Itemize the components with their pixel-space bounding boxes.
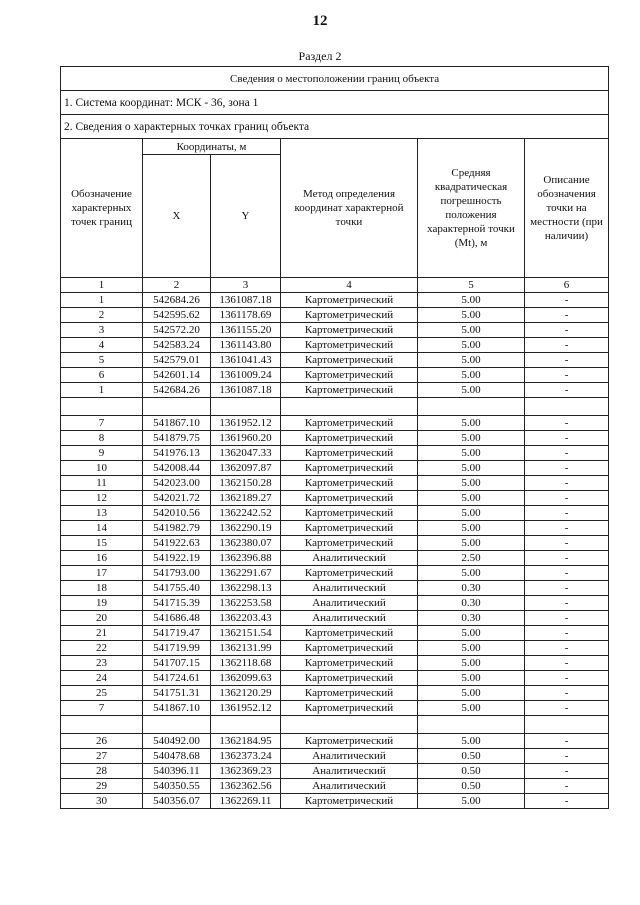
table-row (61, 323, 609, 338)
accuracy-cell: 5.00 (418, 491, 525, 506)
point-id-cell: 2 (61, 308, 143, 323)
description-cell: - (525, 596, 609, 611)
x-coord-cell: 542010.56 (143, 506, 211, 521)
x-coord-cell: 542684.26 (143, 383, 211, 398)
empty-cell (61, 398, 143, 416)
point-id-cell: 23 (61, 656, 143, 671)
empty-cell (418, 398, 525, 416)
accuracy-cell: 5.00 (418, 383, 525, 398)
point-id-cell: 15 (61, 536, 143, 551)
accuracy-cell: 5.00 (418, 506, 525, 521)
y-coord-cell: 1362396.88 (211, 551, 281, 566)
description-cell: - (525, 581, 609, 596)
point-id-cell: 28 (61, 764, 143, 779)
method-cell: Картометрический (281, 461, 418, 476)
y-coord-cell: 1362369.23 (211, 764, 281, 779)
accuracy-cell: 5.00 (418, 701, 525, 716)
point-id-cell: 25 (61, 686, 143, 701)
description-cell: - (525, 536, 609, 551)
point-id-cell: 12 (61, 491, 143, 506)
method-cell: Аналитический (281, 551, 418, 566)
method-cell: Картометрический (281, 338, 418, 353)
column-number: 1 (61, 278, 143, 293)
column-number: 6 (525, 278, 609, 293)
empty-cell (143, 716, 211, 734)
points-title-row: 2. Сведения о характерных точках границ объекта (61, 115, 609, 139)
y-coord-cell: 1362291.67 (211, 566, 281, 581)
empty-cell (61, 716, 143, 734)
empty-cell (418, 716, 525, 734)
table-row (61, 671, 609, 686)
table-title: Сведения о местоположении границ объекта (61, 67, 609, 91)
accuracy-cell: 5.00 (418, 431, 525, 446)
description-cell: - (525, 353, 609, 368)
accuracy-cell: 5.00 (418, 446, 525, 461)
method-cell: Аналитический (281, 611, 418, 626)
accuracy-cell: 5.00 (418, 656, 525, 671)
point-id-cell: 27 (61, 749, 143, 764)
page-number: 12 (312, 13, 328, 29)
table-row (61, 749, 609, 764)
point-id-cell: 9 (61, 446, 143, 461)
description-cell: - (525, 416, 609, 431)
table-row (61, 461, 609, 476)
description-cell: - (525, 626, 609, 641)
x-coord-cell: 540350.55 (143, 779, 211, 794)
x-coord-cell: 541976.13 (143, 446, 211, 461)
description-cell: - (525, 521, 609, 536)
description-cell: - (525, 656, 609, 671)
coord-system-row: 1. Система координат: МСК - 36, зона 1 (61, 91, 609, 115)
method-cell: Картометрический (281, 431, 418, 446)
group-separator-row (61, 398, 609, 416)
x-coord-cell: 542579.01 (143, 353, 211, 368)
accuracy-cell: 2.50 (418, 551, 525, 566)
method-cell: Картометрический (281, 671, 418, 686)
point-id-cell: 17 (61, 566, 143, 581)
x-coord-cell: 540492.00 (143, 734, 211, 749)
accuracy-cell: 0.30 (418, 596, 525, 611)
point-id-cell: 1 (61, 383, 143, 398)
point-id-cell: 4 (61, 338, 143, 353)
x-coord-cell: 540356.07 (143, 794, 211, 809)
group-separator-row (61, 716, 609, 734)
point-id-cell: 18 (61, 581, 143, 596)
accuracy-cell: 5.00 (418, 626, 525, 641)
method-cell: Картометрический (281, 416, 418, 431)
description-cell: - (525, 671, 609, 686)
table-row (61, 338, 609, 353)
table-row (61, 596, 609, 611)
table-row (61, 506, 609, 521)
method-cell: Аналитический (281, 749, 418, 764)
y-coord-cell: 1362184.95 (211, 734, 281, 749)
method-cell: Картометрический (281, 506, 418, 521)
method-cell: Картометрический (281, 446, 418, 461)
description-cell: - (525, 461, 609, 476)
accuracy-cell: 5.00 (418, 476, 525, 491)
point-id-cell: 16 (61, 551, 143, 566)
method-cell: Аналитический (281, 596, 418, 611)
y-coord-cell: 1362131.99 (211, 641, 281, 656)
accuracy-cell: 5.00 (418, 461, 525, 476)
point-id-cell: 30 (61, 794, 143, 809)
x-coord-cell: 542684.26 (143, 293, 211, 308)
table-row (61, 794, 609, 809)
point-id-cell: 24 (61, 671, 143, 686)
y-coord-cell: 1361952.12 (211, 701, 281, 716)
x-coord-cell: 542595.62 (143, 308, 211, 323)
point-id-cell: 8 (61, 431, 143, 446)
description-cell: - (525, 641, 609, 656)
x-coord-cell: 542572.20 (143, 323, 211, 338)
x-coord-cell: 541755.40 (143, 581, 211, 596)
accuracy-cell: 5.00 (418, 686, 525, 701)
method-cell: Картометрический (281, 323, 418, 338)
method-cell: Картометрический (281, 476, 418, 491)
y-coord-cell: 1362099.63 (211, 671, 281, 686)
table-row (61, 641, 609, 656)
point-id-cell: 5 (61, 353, 143, 368)
boundary-points-table (60, 66, 609, 809)
description-cell: - (525, 506, 609, 521)
x-coord-cell: 541724.61 (143, 671, 211, 686)
point-id-cell: 11 (61, 476, 143, 491)
y-coord-cell: 1362242.52 (211, 506, 281, 521)
x-coord-cell: 541715.39 (143, 596, 211, 611)
description-cell: - (525, 611, 609, 626)
method-cell: Аналитический (281, 581, 418, 596)
x-coord-cell: 542008.44 (143, 461, 211, 476)
method-cell: Аналитический (281, 764, 418, 779)
method-cell: Картометрический (281, 491, 418, 506)
table-row (61, 446, 609, 461)
x-coord-cell: 541707.15 (143, 656, 211, 671)
table-row (61, 416, 609, 431)
x-coord-cell: 541867.10 (143, 416, 211, 431)
empty-cell (525, 398, 609, 416)
point-id-cell: 3 (61, 323, 143, 338)
y-coord-cell: 1362047.33 (211, 446, 281, 461)
method-cell: Картометрический (281, 641, 418, 656)
table-row (61, 686, 609, 701)
point-id-cell: 22 (61, 641, 143, 656)
header-method: Метод определения координат характерной точки (281, 139, 418, 278)
x-coord-cell: 542021.72 (143, 491, 211, 506)
point-id-cell: 6 (61, 368, 143, 383)
description-cell: - (525, 794, 609, 809)
x-coord-cell: 541982.79 (143, 521, 211, 536)
method-cell: Аналитический (281, 779, 418, 794)
table-row (61, 521, 609, 536)
x-coord-cell: 541793.00 (143, 566, 211, 581)
description-cell: - (525, 431, 609, 446)
table-row (61, 353, 609, 368)
method-cell: Картометрический (281, 368, 418, 383)
description-cell: - (525, 749, 609, 764)
y-coord-cell: 1362189.27 (211, 491, 281, 506)
column-number: 3 (211, 278, 281, 293)
description-cell: - (525, 701, 609, 716)
header-point-designation: Обозначение характерных точек границ (61, 139, 143, 278)
x-coord-cell: 541751.31 (143, 686, 211, 701)
header-x: X (143, 155, 211, 278)
x-coord-cell: 541867.10 (143, 701, 211, 716)
accuracy-cell: 5.00 (418, 794, 525, 809)
table-row (61, 476, 609, 491)
method-cell: Картометрический (281, 353, 418, 368)
method-cell: Картометрический (281, 626, 418, 641)
accuracy-cell: 5.00 (418, 368, 525, 383)
description-cell: - (525, 308, 609, 323)
accuracy-cell: 0.30 (418, 581, 525, 596)
table-row (61, 536, 609, 551)
y-coord-cell: 1361087.18 (211, 293, 281, 308)
accuracy-cell: 0.50 (418, 764, 525, 779)
y-coord-cell: 1361041.43 (211, 353, 281, 368)
table-row (61, 581, 609, 596)
header-description: Описание обозначения точки на местности (при наличии) (525, 139, 609, 278)
y-coord-cell: 1362151.54 (211, 626, 281, 641)
description-cell: - (525, 476, 609, 491)
y-coord-cell: 1361960.20 (211, 431, 281, 446)
column-number: 5 (418, 278, 525, 293)
point-id-cell: 1 (61, 293, 143, 308)
method-cell: Картометрический (281, 701, 418, 716)
x-coord-cell: 541922.63 (143, 536, 211, 551)
method-cell: Картометрический (281, 566, 418, 581)
description-cell: - (525, 566, 609, 581)
y-coord-cell: 1362150.28 (211, 476, 281, 491)
x-coord-cell: 541719.99 (143, 641, 211, 656)
point-id-cell: 29 (61, 779, 143, 794)
y-coord-cell: 1362097.87 (211, 461, 281, 476)
accuracy-cell: 5.00 (418, 521, 525, 536)
point-id-cell: 7 (61, 701, 143, 716)
accuracy-cell: 5.00 (418, 671, 525, 686)
point-id-cell: 20 (61, 611, 143, 626)
table-row (61, 308, 609, 323)
accuracy-cell: 5.00 (418, 641, 525, 656)
x-coord-cell: 540478.68 (143, 749, 211, 764)
empty-cell (211, 716, 281, 734)
point-id-cell: 14 (61, 521, 143, 536)
y-coord-cell: 1361155.20 (211, 323, 281, 338)
x-coord-cell: 542583.24 (143, 338, 211, 353)
accuracy-cell: 5.00 (418, 536, 525, 551)
x-coord-cell: 542601.14 (143, 368, 211, 383)
y-coord-cell: 1361087.18 (211, 383, 281, 398)
description-cell: - (525, 764, 609, 779)
description-cell: - (525, 491, 609, 506)
table-row (61, 566, 609, 581)
column-number: 2 (143, 278, 211, 293)
table-row (61, 293, 609, 308)
method-cell: Картометрический (281, 734, 418, 749)
method-cell: Картометрический (281, 536, 418, 551)
description-cell: - (525, 779, 609, 794)
empty-cell (143, 398, 211, 416)
y-coord-cell: 1362362.56 (211, 779, 281, 794)
accuracy-cell: 5.00 (418, 338, 525, 353)
accuracy-cell: 5.00 (418, 353, 525, 368)
point-id-cell: 19 (61, 596, 143, 611)
table-row (61, 368, 609, 383)
y-coord-cell: 1362269.11 (211, 794, 281, 809)
x-coord-cell: 541879.75 (143, 431, 211, 446)
table-row (61, 551, 609, 566)
empty-cell (281, 398, 418, 416)
table-row (61, 764, 609, 779)
method-cell: Картометрический (281, 521, 418, 536)
empty-cell (525, 716, 609, 734)
column-number-row (61, 278, 609, 293)
accuracy-cell: 5.00 (418, 566, 525, 581)
point-id-cell: 21 (61, 626, 143, 641)
method-cell: Картометрический (281, 293, 418, 308)
x-coord-cell: 542023.00 (143, 476, 211, 491)
accuracy-cell: 0.50 (418, 749, 525, 764)
x-coord-cell: 540396.11 (143, 764, 211, 779)
empty-cell (281, 716, 418, 734)
description-cell: - (525, 293, 609, 308)
table-row (61, 701, 609, 716)
y-coord-cell: 1362118.68 (211, 656, 281, 671)
description-cell: - (525, 338, 609, 353)
description-cell: - (525, 551, 609, 566)
column-number: 4 (281, 278, 418, 293)
accuracy-cell: 5.00 (418, 293, 525, 308)
description-cell: - (525, 686, 609, 701)
y-coord-cell: 1361009.24 (211, 368, 281, 383)
point-id-cell: 13 (61, 506, 143, 521)
table-row (61, 611, 609, 626)
point-id-cell: 26 (61, 734, 143, 749)
y-coord-cell: 1362120.29 (211, 686, 281, 701)
point-id-cell: 10 (61, 461, 143, 476)
y-coord-cell: 1362290.19 (211, 521, 281, 536)
method-cell: Картометрический (281, 656, 418, 671)
accuracy-cell: 0.30 (418, 611, 525, 626)
x-coord-cell: 541686.48 (143, 611, 211, 626)
header-y: Y (211, 155, 281, 278)
accuracy-cell: 5.00 (418, 323, 525, 338)
header-coordinates: Координаты, м (143, 139, 281, 155)
table-row (61, 779, 609, 794)
method-cell: Картометрический (281, 383, 418, 398)
y-coord-cell: 1361952.12 (211, 416, 281, 431)
header-accuracy: Средняя квадратическая погрешность положения характерной точки (Mt), м (418, 139, 525, 278)
y-coord-cell: 1362380.07 (211, 536, 281, 551)
table-row (61, 656, 609, 671)
y-coord-cell: 1361143.80 (211, 338, 281, 353)
table-row (61, 626, 609, 641)
table-row (61, 491, 609, 506)
y-coord-cell: 1362373.24 (211, 749, 281, 764)
accuracy-cell: 5.00 (418, 416, 525, 431)
accuracy-cell: 5.00 (418, 308, 525, 323)
table-row (61, 431, 609, 446)
section-label: Раздел 2 (298, 49, 342, 63)
description-cell: - (525, 383, 609, 398)
description-cell: - (525, 446, 609, 461)
empty-cell (211, 398, 281, 416)
description-cell: - (525, 734, 609, 749)
x-coord-cell: 541922.19 (143, 551, 211, 566)
table-row (61, 734, 609, 749)
point-id-cell: 7 (61, 416, 143, 431)
method-cell: Картометрический (281, 794, 418, 809)
y-coord-cell: 1362253.58 (211, 596, 281, 611)
method-cell: Картометрический (281, 686, 418, 701)
table-row (61, 383, 609, 398)
x-coord-cell: 541719.47 (143, 626, 211, 641)
method-cell: Картометрический (281, 308, 418, 323)
y-coord-cell: 1362298.13 (211, 581, 281, 596)
description-cell: - (525, 368, 609, 383)
y-coord-cell: 1361178.69 (211, 308, 281, 323)
y-coord-cell: 1362203.43 (211, 611, 281, 626)
accuracy-cell: 5.00 (418, 734, 525, 749)
description-cell: - (525, 323, 609, 338)
accuracy-cell: 0.50 (418, 779, 525, 794)
